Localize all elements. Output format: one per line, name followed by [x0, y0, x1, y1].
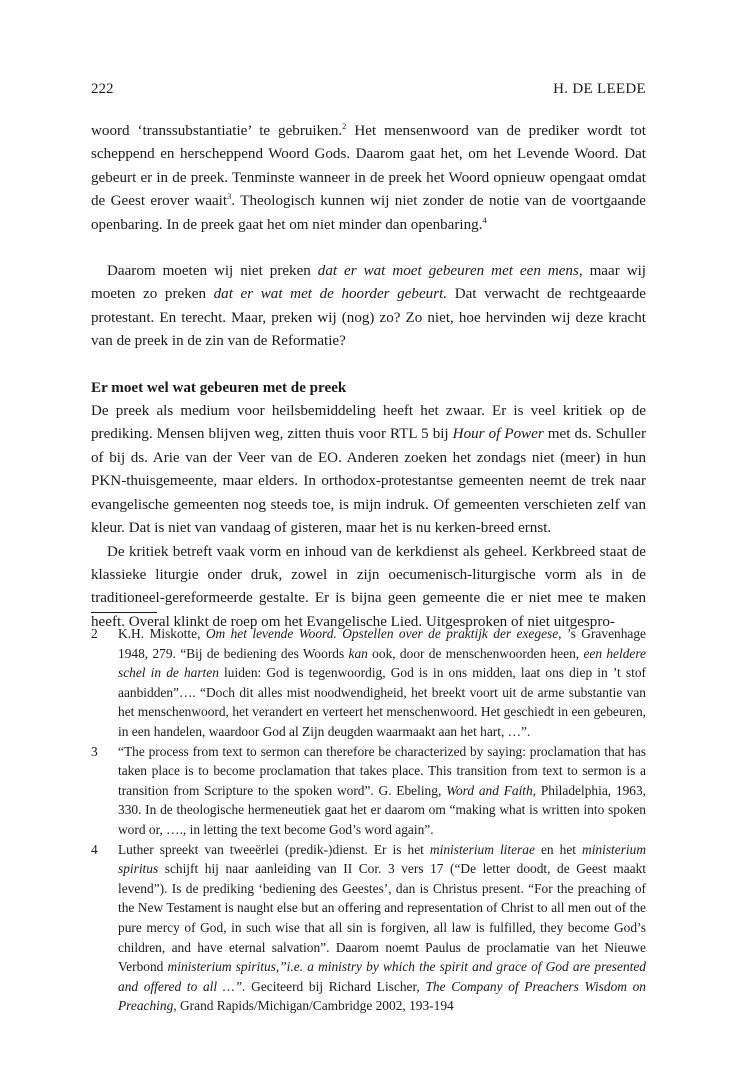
emphasis: Hour of Power — [452, 426, 544, 443]
main-text — [91, 120, 646, 634]
footnote-number: 3 — [91, 743, 98, 759]
footnote-number: 2 — [91, 626, 98, 641]
section-heading: Er moet wel wat gebeuren met de preek — [91, 379, 347, 396]
footnotes — [91, 624, 646, 1016]
emphasis: dat er wat moet gebeuren met een mens — [317, 263, 579, 280]
paragraph-1: woord ‘transsubstantiatie’ te gebruiken.$^2$ Het mensenwoord van de prediker wordt tot scheppend en herscheppend Woord Gods. Daarom gaat het, om het Levende Woord. Dat gebeurt er in de preek. Tenminste wanneer in de preek het Woord opnieuw opengaat omdat de Geest erover waait$^3$. Theologisch kunnen wij niet zonder de notie van de voortgaande openbaring. In de preek gaat het om niet minder dan openbaring.$^4$ — [91, 121, 647, 233]
page-number: 222 — [91, 81, 114, 97]
emphasis: dat er wat met de hoorder gebeurt. — [213, 286, 448, 303]
footnote-separator — [91, 612, 157, 613]
footnote-number: 4 — [91, 841, 98, 857]
footnote-ref-3[interactable]: 3 — [227, 191, 232, 202]
paragraph-3: De preek als medium voor heilsbemiddeling heeft het zwaar. Er is veel kritiek op de prediking. Mensen blijven weg, zitten thuis voor RTL 5 bij Hour of Power met ds. Schuller of bij ds. Arie van der Veer van de EO. Anderen zoeken het zondags niet (meer) in hun PKN-thuisgemeente, maar elders. In orthodox-protestantse gemeenten neemt de trek naar evangelische gemeenten nog steeds toe, is mijn indruk. Of gemeenten verschieten zelf van kleur. Dat is niet van vandaag of gisteren, maar het is nu kerken-breed ernst. — [91, 403, 646, 537]
paragraph-2: Daarom moeten wij niet preken dat er wat moet gebeuren met een mens, maar wij moeten zo preken dat er wat met de hoorder gebeurt. Dat verwacht de rechtgeaarde protestant. En terecht. Maar, preken wij (nog) zo? Zo niet, hoe hervinden wij deze kracht van de preek in de zin van de Reformatie? — [91, 263, 647, 350]
paragraph-spacer — [91, 354, 646, 377]
footnote-2: 2 K.H. Miskotte, Om het levende Woord. Opstellen over de praktijk der exegese, ’s Gravenhage 1948, 279. “Bij de bediening des Woords kan ook, door de menschenwoorden heen, een heldere schel in de harten luiden: God is tegenwoordig, God is in ons midden, laat ons diep in ’t stof aanbidden”…. “Doch dit alles mist noodwendigheid, het breekt voort uit de arme substantie van het menschenwoord, het verandert en verteert het menschenwoord. Het geschiedt in een gebeuren, in een handelen, waardoor God al Zijn deugden waarmaakt aan het hart, …”. — [91, 626, 646, 739]
footnote-4: 4 Luther spreekt van tweeërlei (predik-)dienst. Er is het ministerium literae en het ministerium spiritus schijft hij naar aanleiding van II Cor. 3 vers 17 (“De letter doodt, de Geest maakt levend”). Is de prediking ‘bediening des Geestes’, dan is Christus present. “For the preaching of the New Testament is naught else but an offering and representation of Christ to all men out of the pure mercy of God, in such wise that all sin is forgiven, all law is fulfilled, they become God’s children, and have eternal salvation”. Daarom noemt Paulus de proclamatie van het Nieuwe Verbond ministerium spiritus,”i.e. a ministry by which the spirit and grace of God are presented and offered to all …”. Geciteerd bij Richard Lischer, The Company of Preachers Wisdom on Preaching, Grand Rapids/Michigan/Cambridge 2002, 193-194 — [91, 841, 647, 1014]
running-head-author: H. DE LEEDE — [553, 81, 646, 97]
book-page — [91, 0, 646, 1068]
footnote-3: 3 “The process from text to sermon can therefore be characterized by saying: proclamation that has taken place is to become proclamation that takes place. This transition from text to sermon is a transition from Scripture to the spoken word”. G. Ebeling, Word and Faith, Philadelphia, 1963, 330. In de theologische hermeneutiek gaat het er daarom om “making what is written into spoken word or, …., in letting the text become God’s word again”. — [91, 743, 646, 837]
footnote-ref-4[interactable]: 4 — [482, 214, 487, 225]
paragraph-spacer — [91, 237, 646, 260]
footnote-ref-2[interactable]: 2 — [342, 121, 347, 131]
paragraph-4: De kritiek betreft vaak vorm en inhoud van de kerkdienst als geheel. Kerkbreed staat de klassieke liturgie onder druk, zowel in zijn oecumenisch-liturgische vorm als in de traditioneel-gereformeerde gestalte. Er is bijna geen gemeente die er niet mee te maken heeft. Overal klinkt de roep om het Evangelische Lied. Uitgesproken of niet uitgespro- — [91, 543, 646, 630]
